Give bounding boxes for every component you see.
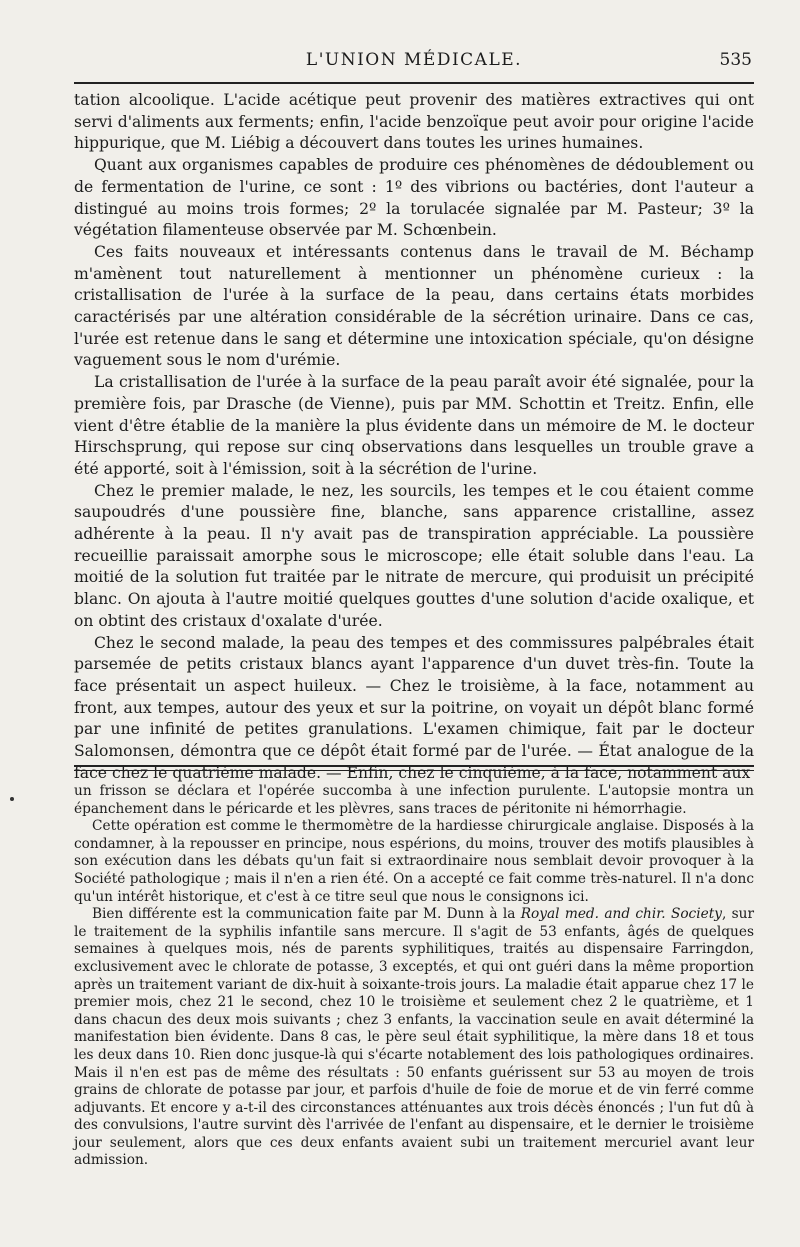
header-rule — [74, 82, 754, 84]
paragraph: Chez le premier malade, le nez, les sourcils, les tempes et le cou étaient comme saupoudrés d'une poussière fine, blanche, sans apparence cristalline, assez adhérente à la peau. Il n'y avait pas de transpiration appréciable. La poussière recueillie paraissait amorphe sous le microscope; elle était soluble dans l'eau. La moitié de la solution fut traitée par le nitrate de mercure, qui produisit un précipité blanc. On ajouta à l'autre moitié quelques gouttes d'une solution d'acide oxalique, et on obtint des cristaux d'oxalate d'urée. — [74, 481, 754, 630]
paragraph — [74, 906, 754, 1170]
main-text — [74, 90, 754, 785]
paragraph: La cristallisation de l'urée à la surface de la peau paraît avoir été signalée, pour la première fois, par Drasche (de Vienne), puis par MM. Schottin et Treitz. Enfin, elle vient d'être établie de la manière la plus évidente dans un mémoire de M. le docteur Hirschsprung, qui repose sur cinq observations dans lesquelles un trouble grave a été apporté, soit à l'émission, soit à la sécrétion de l'urine. — [74, 373, 754, 478]
society-name: Royal med. and chir. Society — [520, 906, 722, 923]
paragraph: Quant aux organismes capables de produire ces phénomènes de dédoublement ou de fermentation de l'urine, ce sont : 1º des vibrions ou bactéries, dont l'auteur a distingué au moins trois formes; 2º la torulacée signalée par M. Pasteur; 3º la végétation filamenteuse observée par M. Schœnbein. — [74, 156, 754, 240]
page-header — [74, 46, 754, 76]
paragraph: Cette opération est comme le thermomètre de la hardiesse chirurgicale anglaise. Disposés à la condamner, à la repousser en principe, nous espérions, du moins, trouver des motifs plausibles à son exécution dans les débats qu'un fait si extraordinaire nous semblait devoir provoquer à la Société pathologique ; mais il n'en a rien été. On a accepté ce fait comme très-naturel. Il n'a donc qu'un intérêt historique, et c'est à ce titre seul que nous le consignons ici. — [74, 818, 754, 905]
paragraph: tation alcoolique. L'acide acétique peut provenir des matières extractives qui ont servi d'aliments aux ferments; enfin, l'acide benzoïque peut avoir pour origine l'acide hippurique, que M. Liébig a découvert dans toutes les urines humaines. — [74, 91, 754, 153]
text-run: , sur le traitement de la syphilis infantile sans mercure. Il s'agit de 53 enfants, âgés de quelques semaines à quelques mois, nés de parents syphilitiques, traités au dispensaire Farringdon, exclusivement avec le chlorate de potasse, 3 exceptés, et qui ont guéri dans la même proportion après un traitement variant de dix-huit à soixante-trois jours. La maladie était apparue chez 17 le premier mois, chez 21 le second, chez 10 le troisième et seulement chez 2 le quatrième, et 1 dans chacun des deux mois suivants ; chez 3 enfants, la vaccination seule en avait déterminé la manifestation bien évidente. Dans 8 cas, le père seul était syphilitique, la mère dans 18 et tous les deux dans 10. Rien donc jusque-là qui s'écarte notablement des lois pathologiques ordinaires. Mais il n'en est pas de même des résultats : 50 enfants guérissent sur 53 au moyen de trois grains de chlorate de potasse par jour, et parfois d'huile de foie de morue et de vin ferré comme adjuvants. Et encore y a-t-il des circonstances atténuantes aux trois décès énoncés ; l'un fut dû à des convulsions, l'autre survint dès l'arrivée de l'enfant au dispensaire, et le dernier le troisième jour seulement, alors que ces deux enfants avaient subi un traitement mercuriel avant leur admission. — [74, 906, 754, 1169]
margin-mark — [10, 797, 14, 801]
paragraph: un frisson se déclara et l'opérée succomba à une infection purulente. L'autopsie montra un épanchement dans le péricarde et les plèvres, sans traces de péritonite ni hémorrhagie. — [74, 783, 754, 817]
feuilleton-text — [74, 783, 754, 1170]
running-title: L'UNION MÉDICALE. — [305, 50, 523, 70]
page-number: 535 — [719, 50, 752, 70]
paragraph: Ces faits nouveaux et intéressants contenus dans le travail de M. Béchamp m'amènent tout naturellement à mentionner un phénomène curieux : la cristallisation de l'urée à la surface de la peau, dans certains états morbides caractérisés par une altération considérable de la sécrétion urinaire. Dans ce cas, l'urée est retenue dans le sang et détermine une intoxication spéciale, qu'on désigne vaguement sous le nom d'urémie. — [74, 242, 754, 370]
section-divider — [74, 765, 754, 771]
paragraph: Chez le second malade, la peau des tempes et des commissures palpébrales était parsemée de petits cristaux blancs ayant l'apparence d'un duvet très-fin. Toute la face présentait un aspect huileux. — Chez le troisième, à la face, notamment au front, aux tempes, autour des yeux et sur la poitrine, on voyait un dépôt blanc formé par une infinité de petites granulations. L'examen chimique, fait par le docteur Salomonsen, démontra que ce dépôt était formé par de l'urée. — État analogue de la face chez le quatrième malade. — Enfin, chez le cinquième, à la face, notamment aux — [74, 633, 754, 782]
text-run: Bien différente est la communication faite par M. Dunn à la — [92, 906, 521, 923]
